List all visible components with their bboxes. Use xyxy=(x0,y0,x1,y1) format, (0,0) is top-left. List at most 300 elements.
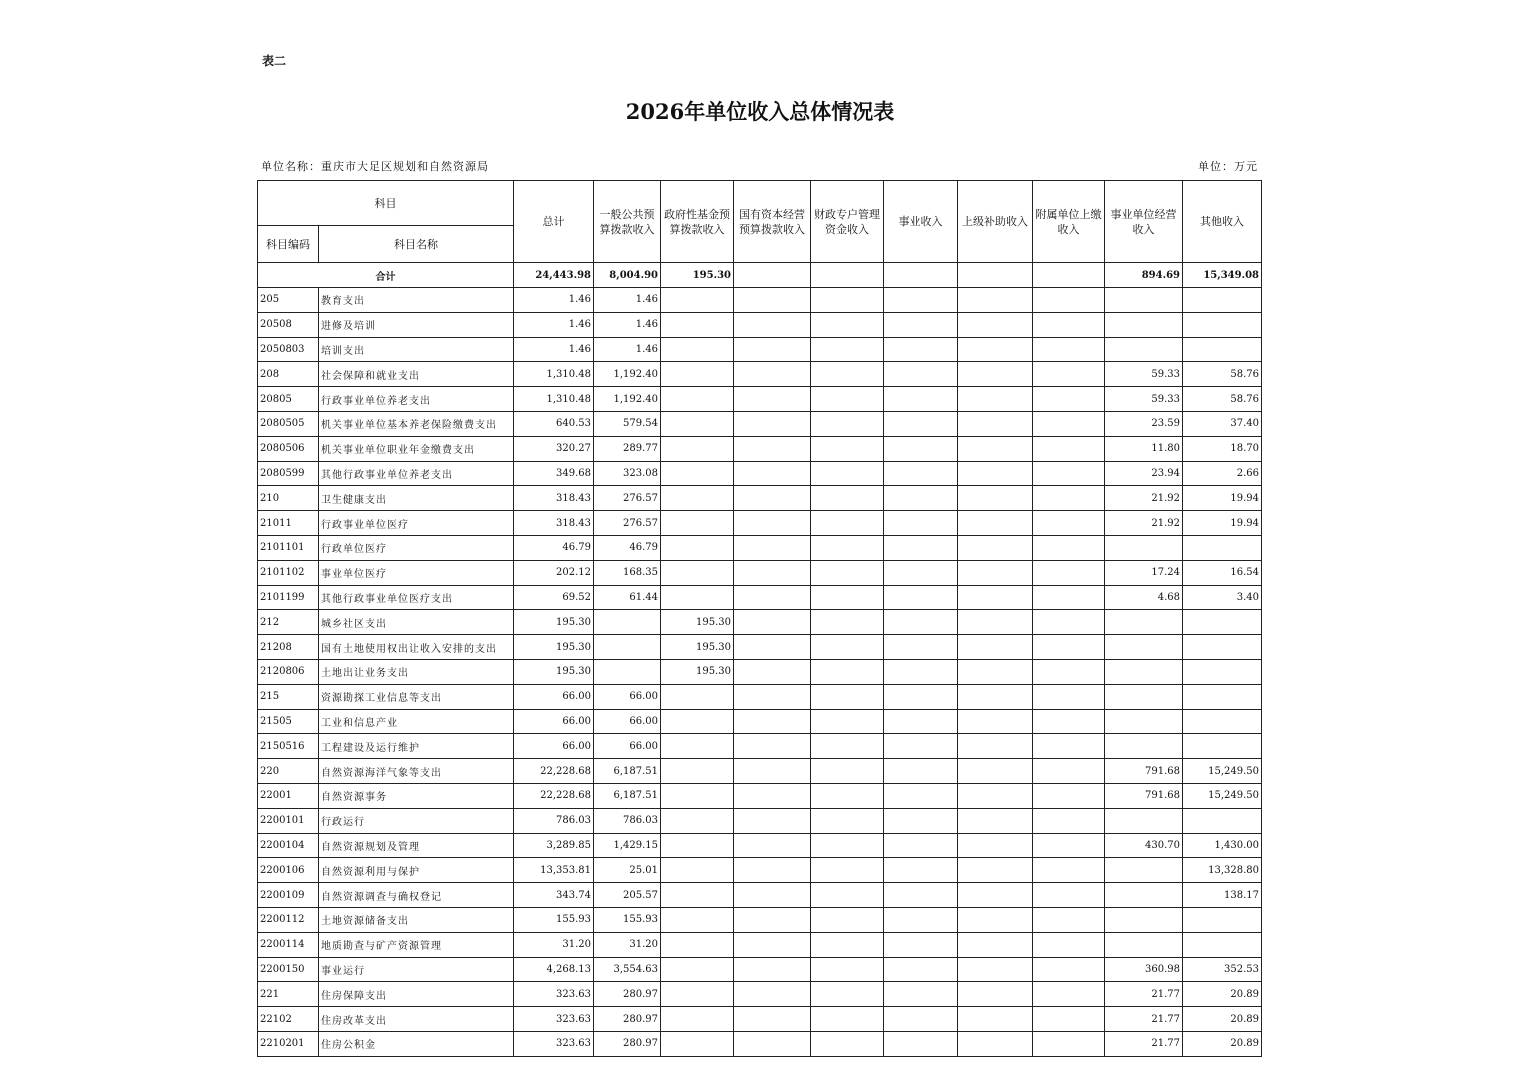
cell-name: 土地资源储备支出 xyxy=(319,907,514,932)
cell-gov-fund xyxy=(661,560,734,585)
cell-affiliated xyxy=(1033,387,1105,412)
cell-state-capital xyxy=(734,957,811,982)
cell-general-budget: 3,554.63 xyxy=(594,957,661,982)
cell-affiliated xyxy=(1033,883,1105,908)
cell-general-budget: 1.46 xyxy=(594,288,661,313)
cell-affiliated xyxy=(1033,734,1105,759)
cell-business-income xyxy=(884,436,958,461)
table-row xyxy=(258,387,1262,412)
cell-operating xyxy=(1105,907,1183,932)
total-state-capital xyxy=(734,263,811,288)
cell-other: 19.94 xyxy=(1183,486,1262,511)
cell-total: 155.93 xyxy=(514,907,594,932)
cell-fiscal-special xyxy=(811,659,884,684)
cell-upper-subsidy xyxy=(958,684,1033,709)
cell-other xyxy=(1183,337,1262,362)
cell-code: 20805 xyxy=(258,387,319,412)
header-total: 总计 xyxy=(514,181,594,263)
cell-state-capital xyxy=(734,907,811,932)
cell-name: 国有土地使用权出让收入安排的支出 xyxy=(319,635,514,660)
cell-upper-subsidy xyxy=(958,337,1033,362)
cell-code: 210 xyxy=(258,486,319,511)
cell-other: 3.40 xyxy=(1183,585,1262,610)
cell-code: 215 xyxy=(258,684,319,709)
cell-gov-fund xyxy=(661,411,734,436)
cell-code: 2080506 xyxy=(258,436,319,461)
cell-total: 1,310.48 xyxy=(514,362,594,387)
cell-affiliated xyxy=(1033,709,1105,734)
cell-general-budget: 280.97 xyxy=(594,982,661,1007)
cell-state-capital xyxy=(734,535,811,560)
total-business-income xyxy=(884,263,958,288)
cell-general-budget: 323.08 xyxy=(594,461,661,486)
cell-other: 138.17 xyxy=(1183,883,1262,908)
cell-general-budget: 66.00 xyxy=(594,684,661,709)
cell-gov-fund xyxy=(661,759,734,784)
cell-fiscal-special xyxy=(811,511,884,536)
cell-upper-subsidy xyxy=(958,709,1033,734)
cell-other: 352.53 xyxy=(1183,957,1262,982)
cell-upper-subsidy xyxy=(958,362,1033,387)
cell-other xyxy=(1183,808,1262,833)
unit-name: 单位名称：重庆市大足区规划和自然资源局 xyxy=(261,160,489,173)
table-row xyxy=(258,659,1262,684)
cell-code: 2101199 xyxy=(258,585,319,610)
total-fiscal-special xyxy=(811,263,884,288)
cell-affiliated xyxy=(1033,907,1105,932)
cell-affiliated xyxy=(1033,659,1105,684)
cell-operating xyxy=(1105,288,1183,313)
cell-upper-subsidy xyxy=(958,858,1033,883)
cell-operating xyxy=(1105,709,1183,734)
cell-upper-subsidy xyxy=(958,486,1033,511)
cell-fiscal-special xyxy=(811,734,884,759)
cell-name: 自然资源利用与保护 xyxy=(319,858,514,883)
cell-fiscal-special xyxy=(811,486,884,511)
cell-gov-fund xyxy=(661,783,734,808)
cell-upper-subsidy xyxy=(958,1031,1033,1056)
cell-total: 320.27 xyxy=(514,436,594,461)
total-upper-subsidy xyxy=(958,263,1033,288)
cell-fiscal-special xyxy=(811,635,884,660)
cell-gov-fund xyxy=(661,907,734,932)
cell-state-capital xyxy=(734,585,811,610)
cell-fiscal-special xyxy=(811,808,884,833)
cell-code: 2210201 xyxy=(258,1031,319,1056)
cell-total: 22,228.68 xyxy=(514,759,594,784)
cell-fiscal-special xyxy=(811,1007,884,1032)
cell-code: 221 xyxy=(258,982,319,1007)
cell-gov-fund xyxy=(661,932,734,957)
cell-state-capital xyxy=(734,461,811,486)
cell-business-income xyxy=(884,411,958,436)
cell-affiliated xyxy=(1033,957,1105,982)
header-fiscal-special: 财政专户管理资金收入 xyxy=(811,181,884,263)
cell-other: 20.89 xyxy=(1183,1031,1262,1056)
cell-operating: 21.77 xyxy=(1105,1007,1183,1032)
cell-name: 自然资源规划及管理 xyxy=(319,833,514,858)
cell-code: 212 xyxy=(258,610,319,635)
cell-code: 2200106 xyxy=(258,858,319,883)
cell-name: 卫生健康支出 xyxy=(319,486,514,511)
cell-code: 2080599 xyxy=(258,461,319,486)
cell-affiliated xyxy=(1033,337,1105,362)
cell-upper-subsidy xyxy=(958,436,1033,461)
cell-code: 22102 xyxy=(258,1007,319,1032)
cell-general-budget: 1,429.15 xyxy=(594,833,661,858)
cell-upper-subsidy xyxy=(958,610,1033,635)
cell-general-budget: 31.20 xyxy=(594,932,661,957)
header-other: 其他收入 xyxy=(1183,181,1262,263)
cell-business-income xyxy=(884,709,958,734)
cell-affiliated xyxy=(1033,932,1105,957)
header-business-income: 事业收入 xyxy=(884,181,958,263)
cell-fiscal-special xyxy=(811,759,884,784)
cell-other xyxy=(1183,684,1262,709)
cell-business-income xyxy=(884,362,958,387)
table-row xyxy=(258,783,1262,808)
cell-state-capital xyxy=(734,932,811,957)
cell-name: 行政单位医疗 xyxy=(319,535,514,560)
cell-business-income xyxy=(884,1031,958,1056)
cell-affiliated xyxy=(1033,535,1105,560)
cell-fiscal-special xyxy=(811,684,884,709)
cell-other: 15,249.50 xyxy=(1183,759,1262,784)
table-row xyxy=(258,1007,1262,1032)
header-general-budget: 一般公共预算拨款收入 xyxy=(594,181,661,263)
cell-upper-subsidy xyxy=(958,560,1033,585)
cell-state-capital xyxy=(734,659,811,684)
cell-other: 13,328.80 xyxy=(1183,858,1262,883)
cell-total: 323.63 xyxy=(514,982,594,1007)
table-row xyxy=(258,635,1262,660)
table-row xyxy=(258,560,1262,585)
table-row xyxy=(258,535,1262,560)
cell-fiscal-special xyxy=(811,288,884,313)
cell-gov-fund: 195.30 xyxy=(661,659,734,684)
cell-upper-subsidy xyxy=(958,883,1033,908)
cell-upper-subsidy xyxy=(958,907,1033,932)
cell-total: 66.00 xyxy=(514,734,594,759)
cell-name: 住房公积金 xyxy=(319,1031,514,1056)
cell-fiscal-special xyxy=(811,560,884,585)
cell-general-budget: 1,192.40 xyxy=(594,387,661,412)
cell-total: 66.00 xyxy=(514,709,594,734)
cell-name: 地质勘查与矿产资源管理 xyxy=(319,932,514,957)
header-subject: 科目 xyxy=(258,181,514,226)
total-affiliated xyxy=(1033,263,1105,288)
cell-fiscal-special xyxy=(811,783,884,808)
cell-name: 资源勘探工业信息等支出 xyxy=(319,684,514,709)
cell-gov-fund xyxy=(661,362,734,387)
cell-operating: 59.33 xyxy=(1105,387,1183,412)
cell-name: 其他行政事业单位养老支出 xyxy=(319,461,514,486)
cell-state-capital xyxy=(734,635,811,660)
header-code: 科目编码 xyxy=(258,226,319,263)
cell-code: 21208 xyxy=(258,635,319,660)
cell-affiliated xyxy=(1033,362,1105,387)
cell-operating xyxy=(1105,535,1183,560)
cell-operating xyxy=(1105,883,1183,908)
cell-state-capital xyxy=(734,883,811,908)
cell-state-capital xyxy=(734,486,811,511)
cell-name: 自然资源调查与确权登记 xyxy=(319,883,514,908)
cell-affiliated xyxy=(1033,288,1105,313)
cell-general-budget: 205.57 xyxy=(594,883,661,908)
cell-business-income xyxy=(884,560,958,585)
cell-name: 工业和信息产业 xyxy=(319,709,514,734)
cell-total: 4,268.13 xyxy=(514,957,594,982)
cell-fiscal-special xyxy=(811,982,884,1007)
cell-operating: 791.68 xyxy=(1105,759,1183,784)
cell-name: 城乡社区支出 xyxy=(319,610,514,635)
cell-total: 343.74 xyxy=(514,883,594,908)
cell-general-budget: 786.03 xyxy=(594,808,661,833)
cell-affiliated xyxy=(1033,635,1105,660)
cell-other: 58.76 xyxy=(1183,362,1262,387)
total-row xyxy=(258,263,1262,288)
cell-business-income xyxy=(884,610,958,635)
cell-upper-subsidy xyxy=(958,535,1033,560)
cell-state-capital xyxy=(734,362,811,387)
cell-total: 349.68 xyxy=(514,461,594,486)
table-row xyxy=(258,288,1262,313)
cell-total: 1,310.48 xyxy=(514,387,594,412)
cell-operating xyxy=(1105,610,1183,635)
cell-business-income xyxy=(884,337,958,362)
header-operating: 事业单位经营收入 xyxy=(1105,181,1183,263)
cell-code: 205 xyxy=(258,288,319,313)
table-row xyxy=(258,759,1262,784)
total-general-budget: 8,004.90 xyxy=(594,263,661,288)
cell-state-capital xyxy=(734,387,811,412)
cell-general-budget: 1.46 xyxy=(594,337,661,362)
cell-code: 21505 xyxy=(258,709,319,734)
cell-other xyxy=(1183,734,1262,759)
cell-business-income xyxy=(884,387,958,412)
cell-operating: 791.68 xyxy=(1105,783,1183,808)
cell-fiscal-special xyxy=(811,337,884,362)
cell-total: 3,289.85 xyxy=(514,833,594,858)
cell-general-budget: 280.97 xyxy=(594,1031,661,1056)
cell-gov-fund xyxy=(661,858,734,883)
table-row xyxy=(258,411,1262,436)
cell-code: 208 xyxy=(258,362,319,387)
cell-business-income xyxy=(884,659,958,684)
cell-name: 进修及培训 xyxy=(319,312,514,337)
cell-upper-subsidy xyxy=(958,957,1033,982)
cell-other: 58.76 xyxy=(1183,387,1262,412)
cell-business-income xyxy=(884,461,958,486)
cell-state-capital xyxy=(734,783,811,808)
cell-total: 1.46 xyxy=(514,288,594,313)
cell-name: 住房改革支出 xyxy=(319,1007,514,1032)
cell-general-budget xyxy=(594,659,661,684)
cell-total: 66.00 xyxy=(514,684,594,709)
cell-general-budget: 155.93 xyxy=(594,907,661,932)
cell-state-capital xyxy=(734,759,811,784)
cell-upper-subsidy xyxy=(958,659,1033,684)
cell-name: 行政运行 xyxy=(319,808,514,833)
cell-total: 1.46 xyxy=(514,312,594,337)
table-row xyxy=(258,808,1262,833)
cell-business-income xyxy=(884,312,958,337)
cell-code: 20508 xyxy=(258,312,319,337)
cell-total: 786.03 xyxy=(514,808,594,833)
cell-code: 2200112 xyxy=(258,907,319,932)
document-label: 表二 xyxy=(262,54,287,68)
cell-total: 323.63 xyxy=(514,1007,594,1032)
cell-business-income xyxy=(884,932,958,957)
cell-code: 2101101 xyxy=(258,535,319,560)
cell-name: 工程建设及运行维护 xyxy=(319,734,514,759)
cell-operating xyxy=(1105,635,1183,660)
cell-name: 土地出让业务支出 xyxy=(319,659,514,684)
cell-operating xyxy=(1105,734,1183,759)
cell-name: 住房保障支出 xyxy=(319,982,514,1007)
cell-fiscal-special xyxy=(811,387,884,412)
cell-code: 2150516 xyxy=(258,734,319,759)
cell-general-budget xyxy=(594,635,661,660)
cell-general-budget: 276.57 xyxy=(594,511,661,536)
cell-business-income xyxy=(884,808,958,833)
total-total: 24,443.98 xyxy=(514,263,594,288)
total-operating: 894.69 xyxy=(1105,263,1183,288)
cell-affiliated xyxy=(1033,560,1105,585)
cell-operating xyxy=(1105,312,1183,337)
cell-gov-fund xyxy=(661,585,734,610)
cell-fiscal-special xyxy=(811,1031,884,1056)
cell-other: 37.40 xyxy=(1183,411,1262,436)
cell-gov-fund xyxy=(661,684,734,709)
cell-state-capital xyxy=(734,734,811,759)
cell-total: 318.43 xyxy=(514,486,594,511)
cell-upper-subsidy xyxy=(958,511,1033,536)
unit-label: 单位：万元 xyxy=(1198,160,1258,173)
table-row xyxy=(258,486,1262,511)
cell-general-budget: 289.77 xyxy=(594,436,661,461)
cell-gov-fund xyxy=(661,486,734,511)
cell-gov-fund xyxy=(661,833,734,858)
cell-business-income xyxy=(884,1007,958,1032)
cell-upper-subsidy xyxy=(958,312,1033,337)
cell-fiscal-special xyxy=(811,461,884,486)
income-table xyxy=(257,180,1262,1057)
cell-operating: 23.94 xyxy=(1105,461,1183,486)
table-row xyxy=(258,883,1262,908)
cell-operating: 21.77 xyxy=(1105,982,1183,1007)
cell-total: 640.53 xyxy=(514,411,594,436)
cell-business-income xyxy=(884,833,958,858)
cell-business-income xyxy=(884,883,958,908)
cell-gov-fund xyxy=(661,1007,734,1032)
cell-fiscal-special xyxy=(811,585,884,610)
cell-other xyxy=(1183,312,1262,337)
table-row xyxy=(258,684,1262,709)
cell-gov-fund: 195.30 xyxy=(661,610,734,635)
cell-business-income xyxy=(884,511,958,536)
table-row xyxy=(258,957,1262,982)
cell-affiliated xyxy=(1033,833,1105,858)
cell-name: 行政事业单位医疗 xyxy=(319,511,514,536)
cell-fiscal-special xyxy=(811,411,884,436)
cell-total: 195.30 xyxy=(514,610,594,635)
cell-business-income xyxy=(884,759,958,784)
cell-total: 22,228.68 xyxy=(514,783,594,808)
table-row xyxy=(258,610,1262,635)
header-gov-fund: 政府性基金预算拨款收入 xyxy=(661,181,734,263)
cell-other xyxy=(1183,635,1262,660)
cell-code: 22001 xyxy=(258,783,319,808)
cell-affiliated xyxy=(1033,585,1105,610)
cell-other: 16.54 xyxy=(1183,560,1262,585)
cell-total: 318.43 xyxy=(514,511,594,536)
cell-total: 1.46 xyxy=(514,337,594,362)
cell-code: 2120806 xyxy=(258,659,319,684)
cell-state-capital xyxy=(734,511,811,536)
cell-name: 其他行政事业单位医疗支出 xyxy=(319,585,514,610)
total-other: 15,349.08 xyxy=(1183,263,1262,288)
cell-fiscal-special xyxy=(811,436,884,461)
cell-gov-fund xyxy=(661,337,734,362)
cell-name: 教育支出 xyxy=(319,288,514,313)
cell-operating xyxy=(1105,808,1183,833)
cell-gov-fund xyxy=(661,957,734,982)
cell-general-budget: 276.57 xyxy=(594,486,661,511)
cell-general-budget: 6,187.51 xyxy=(594,783,661,808)
cell-business-income xyxy=(884,907,958,932)
cell-gov-fund xyxy=(661,387,734,412)
cell-name: 自然资源海洋气象等支出 xyxy=(319,759,514,784)
cell-other xyxy=(1183,709,1262,734)
cell-upper-subsidy xyxy=(958,387,1033,412)
cell-operating: 21.92 xyxy=(1105,486,1183,511)
cell-gov-fund xyxy=(661,535,734,560)
cell-total: 46.79 xyxy=(514,535,594,560)
cell-total: 195.30 xyxy=(514,635,594,660)
cell-fiscal-special xyxy=(811,709,884,734)
page-title: 2026年单位收入总体情况表 xyxy=(625,99,895,124)
cell-total: 323.63 xyxy=(514,1031,594,1056)
header-upper-subsidy: 上级补助收入 xyxy=(958,181,1033,263)
cell-general-budget: 280.97 xyxy=(594,1007,661,1032)
cell-total: 195.30 xyxy=(514,659,594,684)
cell-operating: 4.68 xyxy=(1105,585,1183,610)
cell-other: 20.89 xyxy=(1183,982,1262,1007)
cell-upper-subsidy xyxy=(958,734,1033,759)
cell-operating: 21.77 xyxy=(1105,1031,1183,1056)
cell-general-budget: 66.00 xyxy=(594,709,661,734)
cell-state-capital xyxy=(734,808,811,833)
table-row xyxy=(258,709,1262,734)
cell-code: 21011 xyxy=(258,511,319,536)
cell-general-budget: 6,187.51 xyxy=(594,759,661,784)
cell-business-income xyxy=(884,486,958,511)
cell-code: 2200101 xyxy=(258,808,319,833)
cell-gov-fund xyxy=(661,288,734,313)
cell-name: 社会保障和就业支出 xyxy=(319,362,514,387)
cell-state-capital xyxy=(734,1007,811,1032)
total-gov-fund: 195.30 xyxy=(661,263,734,288)
cell-operating xyxy=(1105,858,1183,883)
cell-affiliated xyxy=(1033,783,1105,808)
table-row xyxy=(258,734,1262,759)
cell-name: 事业运行 xyxy=(319,957,514,982)
cell-operating: 430.70 xyxy=(1105,833,1183,858)
cell-upper-subsidy xyxy=(958,411,1033,436)
cell-operating xyxy=(1105,932,1183,957)
cell-business-income xyxy=(884,957,958,982)
